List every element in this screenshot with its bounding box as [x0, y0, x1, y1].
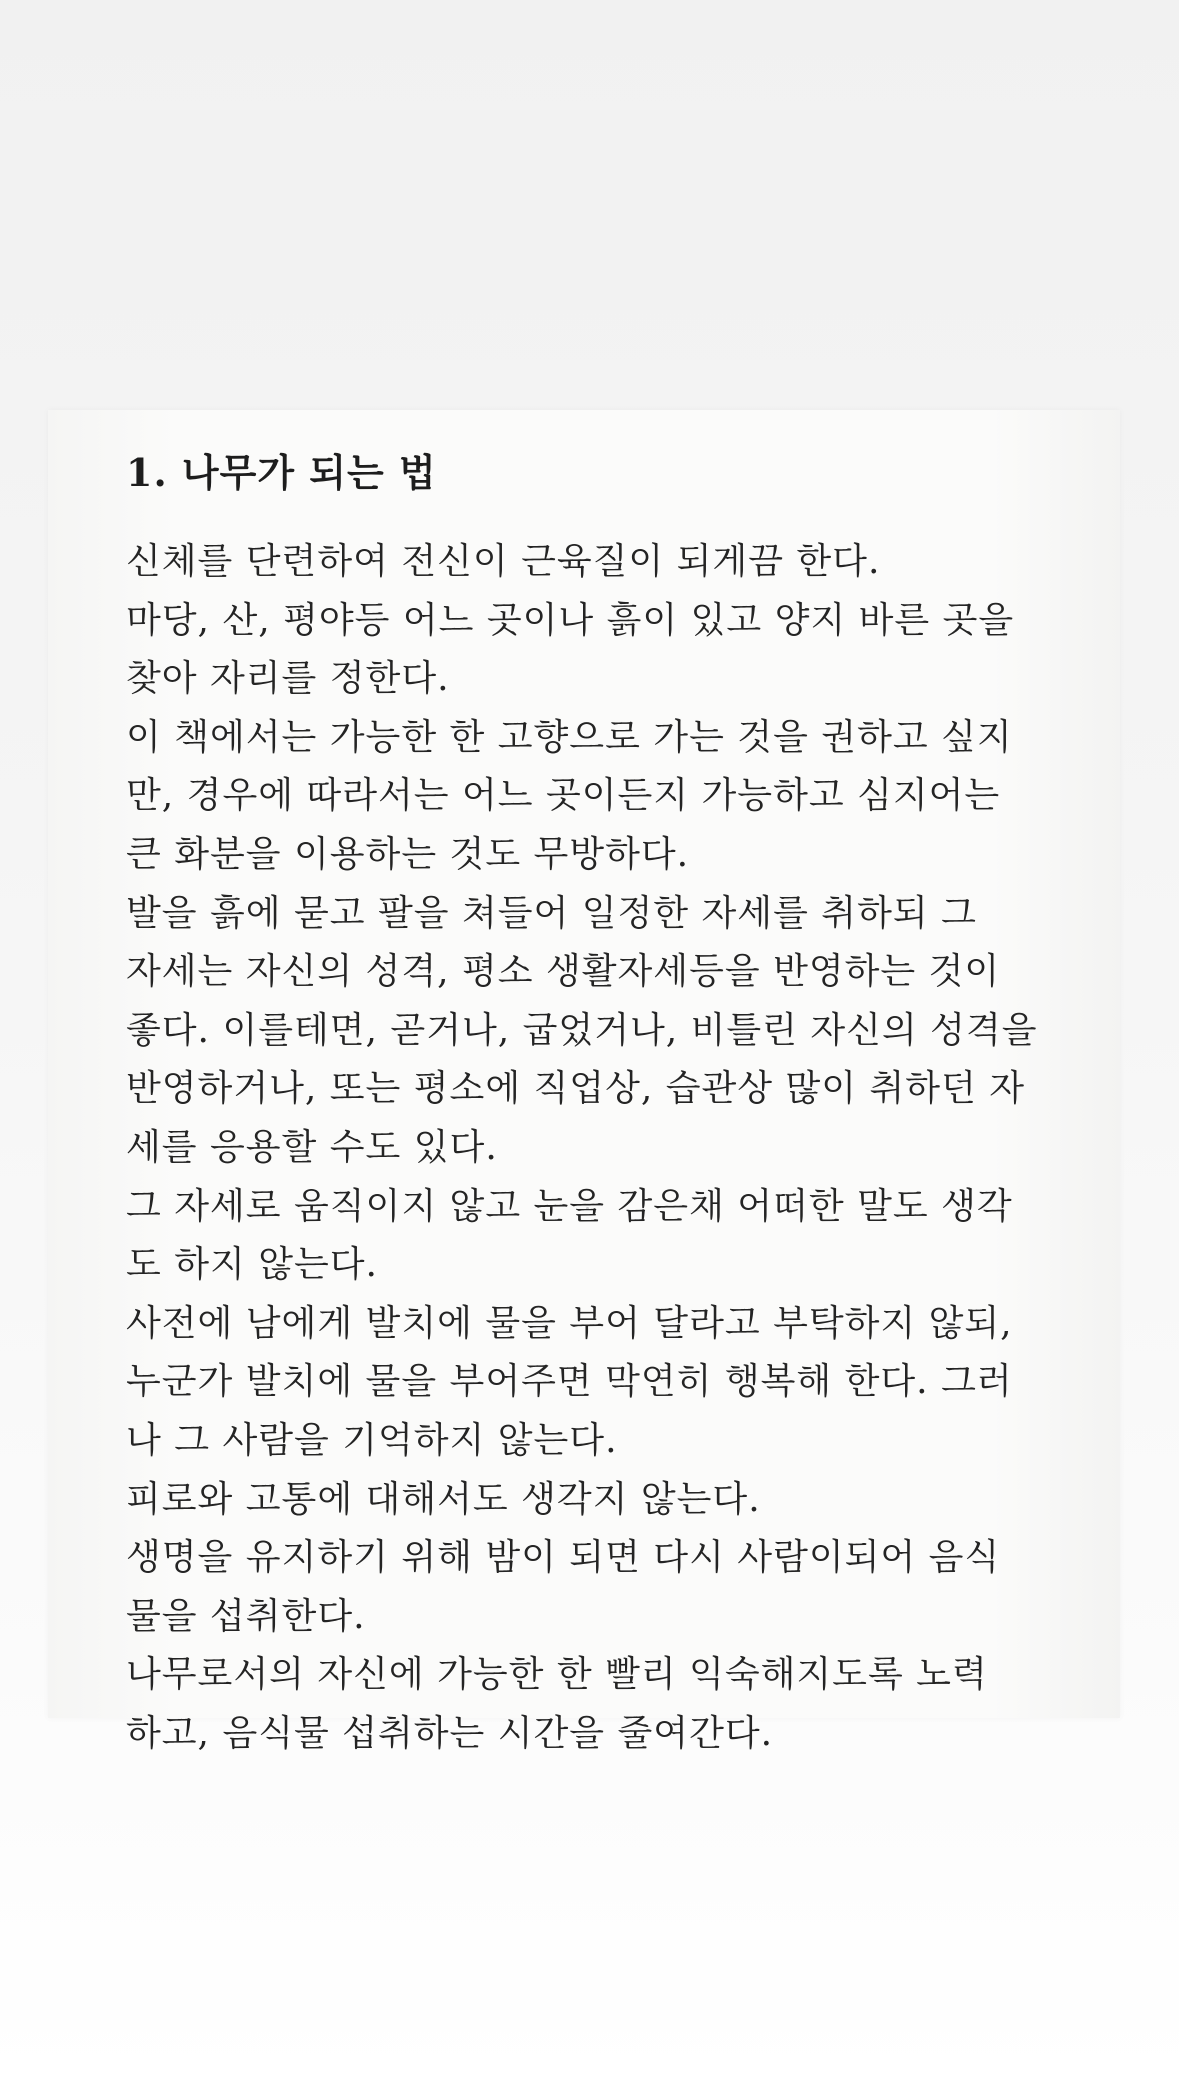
text-line: 자세는 자신의 성격, 평소 생활자세등을 반영하는 것이: [126, 951, 1001, 993]
text-line: 발을 흙에 묻고 팔을 쳐들어 일정한 자세를 취하되 그: [126, 892, 977, 934]
page-heading: 1. 나무가 되는 법: [126, 450, 437, 495]
text-line: 생명을 유지하기 위해 밤이 되면 다시 사람이되어 음식: [126, 1537, 1001, 1579]
text-line: 나무로서의 자신에 가능한 한 빨리 익숙해지도록 노력: [126, 1654, 988, 1696]
text-line: 하고, 음식물 섭취하는 시간을 줄여간다.: [126, 1712, 774, 1754]
text-line: 피로와 고통에 대해서도 생각지 않는다.: [126, 1478, 761, 1520]
text-line: 반영하거나, 또는 평소에 직업상, 습관상 많이 취하던 자: [126, 1068, 1026, 1110]
text-line: 찾아 자리를 정한다.: [126, 658, 450, 700]
text-line: 세를 응용할 수도 있다.: [126, 1126, 498, 1168]
text-line: 신체를 단련하여 전신이 근육질이 되게끔 한다.: [126, 541, 881, 582]
text-line: 큰 화분을 이용하는 것도 무방하다.: [126, 833, 690, 875]
body-text: [126, 533, 1116, 1763]
text-line: 도 하지 않는다.: [126, 1244, 378, 1286]
text-line: 이 책에서는 가능한 한 고향으로 가는 것을 권하고 싶지: [126, 716, 1013, 758]
text-line: 만, 경우에 따라서는 어느 곳이든지 가능하고 심지어는: [126, 775, 1001, 817]
text-line: 좋다. 이를테면, 곧거나, 굽었거나, 비틀린 자신의 성격을: [126, 1009, 1038, 1051]
book-page-photo: [48, 410, 1120, 1754]
text-line: 누군가 발치에 물을 부어주면 막연히 행복해 한다. 그러: [126, 1361, 1013, 1403]
text-line: 물을 섭취한다.: [126, 1595, 366, 1637]
text-line: 나 그 사람을 기억하지 않는다.: [126, 1419, 618, 1461]
text-line: 그 자세로 움직이지 않고 눈을 감은채 어떠한 말도 생각: [126, 1185, 1013, 1227]
text-line: 사전에 남에게 발치에 물을 부어 달라고 부탁하지 않되,: [126, 1302, 1013, 1344]
text-line: 마당, 산, 평야등 어느 곳이나 흙이 있고 양지 바른 곳을: [126, 599, 1015, 641]
